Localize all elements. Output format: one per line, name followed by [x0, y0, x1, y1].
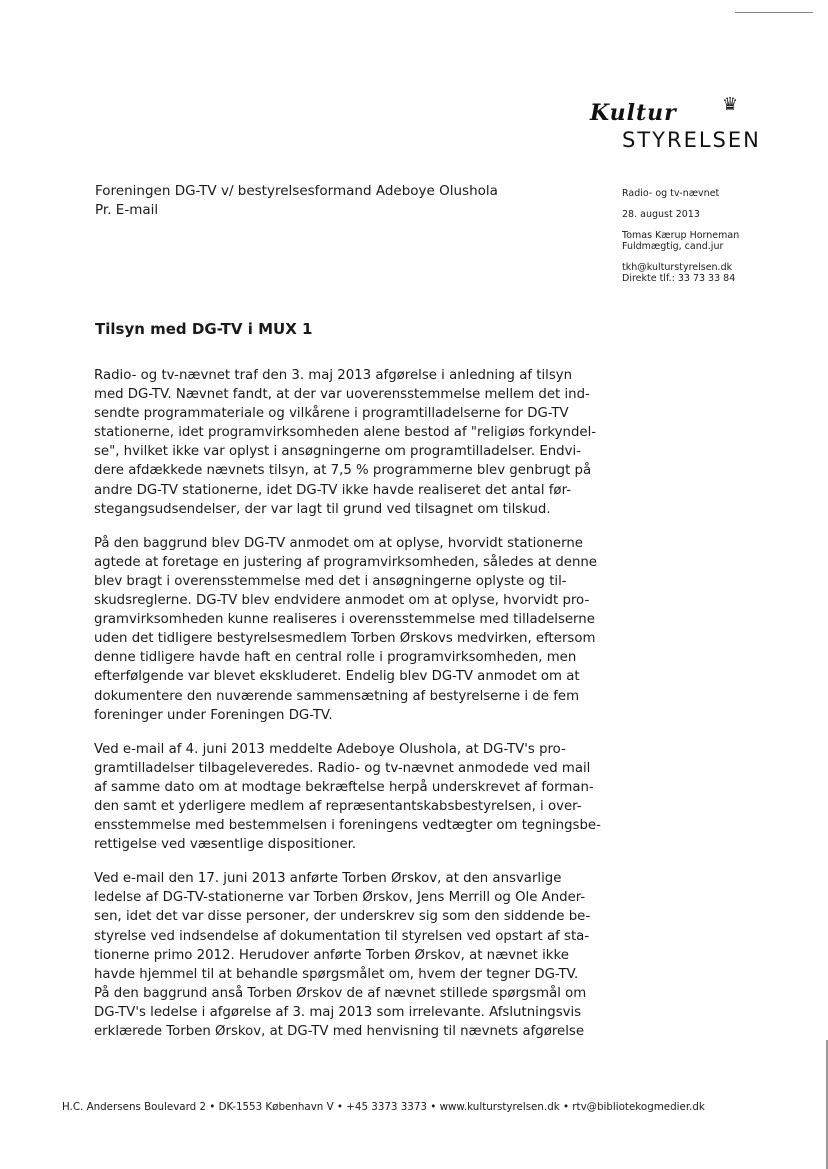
sender-block [622, 188, 739, 284]
text-line: ensstemmelse med bestemmelsen i foreningens vedtægter om tegningsbe- [94, 818, 601, 834]
text-line: sendte programmateriale og vilkårene i programtilladelserne for DG-TV [94, 406, 569, 422]
text-line: ledelse af DG-TV-stationerne var Torben Ørskov, Jens Merrill og Ole Ander- [94, 890, 586, 906]
text-line: sen, idet det var disse personer, der underskrev sig som den siddende be- [94, 909, 591, 925]
paragraph [94, 366, 601, 519]
text-line: blev bragt i overensstemmelse med det i ansøgningerne oplyste og til- [94, 573, 567, 589]
text-line: med DG-TV. Nævnet fandt, at der var uoverensstemmelse mellem det ind- [94, 387, 590, 403]
text-line: På den baggrund blev DG-TV anmodet om at oplyse, hvorvidt stationerne [94, 535, 583, 551]
paragraph [94, 534, 601, 725]
text-line: andre DG-TV stationerne, idet DG-TV ikke havde realiseret det antal før- [94, 482, 571, 498]
scan-edge-line [735, 12, 813, 13]
text-line: erklærede Torben Ørskov, at DG-TV med henvisning til nævnets afgørelse [94, 1024, 585, 1039]
text-line: den samt et yderligere medlem af repræsentantskabsbestyrelsen, i over- [94, 798, 582, 814]
text-line: havde hjemmel til at behandle spørgsmålet om, hvem der tegner DG-TV. [94, 966, 579, 982]
text-line: styrelse ved indsendelse af dokumentation til styrelsen ved opstart af sta- [94, 928, 590, 944]
logo-signature: Kultur [590, 100, 677, 126]
recipient-name: Foreningen DG-TV v/ bestyrelsesformand Adeboye Olushola [95, 183, 498, 199]
crown-icon: ♛ [722, 94, 739, 115]
text-line: af samme dato om at modtage bekræftelse herpå underskrevet af forman- [94, 779, 594, 795]
logo-wordmark: STYRELSEN [622, 128, 761, 152]
text-line: gramtilladelser tilbageleveredes. Radio- og tv-nævnet anmodede ved mail [94, 760, 591, 776]
text-line: se", hvilket ikke var oplyst i ansøgningerne om programtilladelser. Endvi- [94, 444, 581, 460]
text-line: foreninger under Foreningen DG-TV. [94, 707, 333, 723]
text-line: tionerne primo 2012. Herudover anførte Torben Ørskov, at nævnet ikke [94, 947, 569, 963]
text-line: skudsreglerne. DG-TV blev endvidere anmodet om at oplyse, hvorvidt pro- [94, 593, 590, 609]
paragraph [94, 740, 601, 855]
letter-body [94, 366, 601, 1056]
letter-date: 28. august 2013 [622, 209, 700, 220]
letter-title: Tilsyn med DG-TV i MUX 1 [95, 320, 313, 338]
text-line: agtede at foretage en justering af programvirksomheden, således at denne [94, 554, 597, 570]
paragraph [94, 869, 601, 1041]
text-line: uden det tidligere bestyrelsesmedlem Torben Ørskovs medvirken, eftersom [94, 631, 596, 647]
text-line: dere afdækkede nævnets tilsyn, at 7,5 % programmerne blev genbrugt på [94, 463, 592, 479]
sender-unit: Radio- og tv-nævnet [622, 188, 720, 199]
text-line: dokumentere den nuværende sammensætning af bestyrelserne i de fem [94, 688, 580, 704]
kulturstyrelsen-logo [590, 94, 780, 160]
recipient-block [95, 182, 498, 220]
sender-phone: Direkte tlf.: 33 73 33 84 [622, 273, 736, 284]
text-line: stationerne, idet programvirksomheden alene bestod af "religiøs forkyndel- [94, 425, 597, 441]
sender-position: Fuldmægtig, cand.jur [622, 241, 724, 252]
footer-address: H.C. Andersens Boulevard 2 • DK-1553 København V • +45 3373 3373 • www.kulturstyrelsen.dk • rtv@bibliotekogmedier.dk [62, 1101, 705, 1113]
text-line: DG-TV's ledelse i afgørelse af 3. maj 2013 som irrelevante. Afslutningsvis [94, 1004, 582, 1020]
text-line: rettigelse ved væsentlige dispositioner. [94, 837, 357, 853]
text-line: stegangsudsendelser, der var lagt til grund ved tilsagnet om tilskud. [94, 501, 551, 517]
text-line: Ved e-mail af 4. juni 2013 meddelte Adeboye Olushola, at DG-TV's pro- [94, 741, 566, 757]
sender-email: tkh@kulturstyrelsen.dk [622, 262, 733, 273]
text-line: Ved e-mail den 17. juni 2013 anførte Torben Ørskov, at den ansvarlige [94, 871, 562, 887]
text-line: efterfølgende var blevet ekskluderet. Endelig blev DG-TV anmodet om at [94, 669, 580, 685]
text-line: gramvirksomheden kunne realiseres i overensstemmelse med tilladelserne [94, 612, 595, 628]
text-line: denne tidligere havde haft en central rolle i programvirksomheden, men [94, 650, 577, 666]
text-line: På den baggrund anså Torben Ørskov de af nævnet stillede spørgsmål om [94, 985, 587, 1001]
text-line: Radio- og tv-nævnet traf den 3. maj 2013 afgørelse i anledning af tilsyn [94, 368, 573, 383]
sender-name: Tomas Kærup Horneman [622, 230, 740, 241]
recipient-delivery: Pr. E-mail [95, 202, 159, 218]
